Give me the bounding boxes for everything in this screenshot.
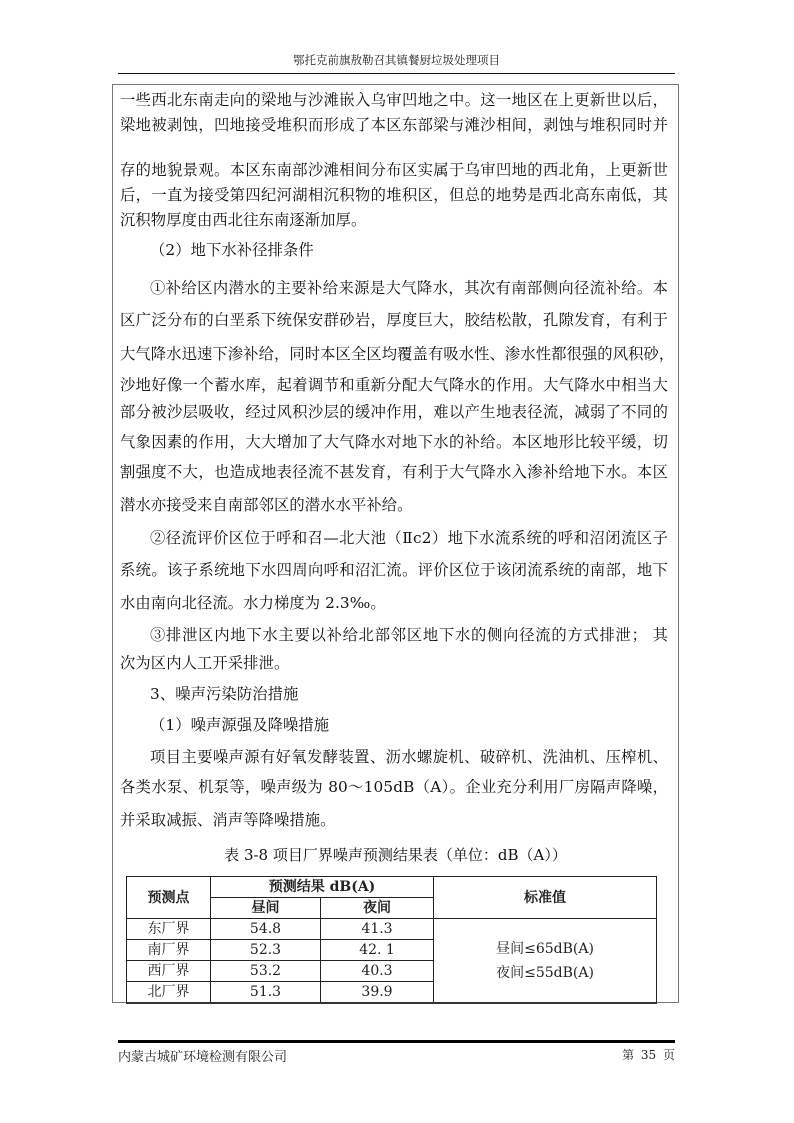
body-line: 潜水亦接受来自南部邻区的潜水水平补给。 <box>120 496 413 514</box>
cell-standard <box>434 919 657 1004</box>
table-caption: 表 3-8 项目厂界噪声预测结果表（单位：dB（A）） <box>224 846 567 864</box>
footer-company: 内蒙古城矿环境检测有限公司 <box>118 1050 288 1065</box>
body-line: 水由南向北径流。水力梯度为 2.3‰。 <box>120 594 386 612</box>
standard-night: 夜间≤55dB(A) <box>496 964 594 981</box>
header-rule <box>118 73 675 74</box>
body-line: 存的地貌景观。本区东南部沙滩相间分布区实属于乌审凹地的西北角，上更新世 <box>120 161 668 179</box>
table-header-row <box>127 877 657 898</box>
body-line: 项目主要噪声源有好氧发酵装置、沥水螺旋机、破碎机、洗油机、压榨机、 <box>150 748 668 766</box>
header-standard-value: 标准值 <box>434 877 657 919</box>
body-line: 系统。该子系统地下水四周向呼和沼汇流。评价区位于该闭流系统的南部，地下 <box>120 561 668 579</box>
standard-day: 昼间≤65dB(A) <box>496 940 594 957</box>
body-line: 次为区内人工开采排泄。 <box>120 654 290 672</box>
body-line: ③排泄区内地下水主要以补给北部邻区地下水的侧向径流的方式排泄； 其 <box>150 626 668 644</box>
section-heading: 3、噪声污染防治措施 <box>150 685 299 703</box>
header-prediction-result: 预测结果 dB(A) <box>211 877 434 898</box>
body-line: 梁地被剥蚀，凹地接受堆积而形成了本区东部梁与滩沙相间，剥蚀与堆积同时并 <box>120 116 668 134</box>
body-line: 各类水泵、机泵等，噪声级为 80～105dB（A）。企业充分利用厂房隔声降噪， <box>120 778 668 796</box>
cell-point: 东厂界 <box>127 919 211 940</box>
body-line: ②径流评价区位于呼和召—北大池（Ⅱc2）地下水流系统的呼和沼闭流区子 <box>150 529 668 547</box>
body-line: 并采取减振、消声等降噪措施。 <box>120 811 336 829</box>
header-daytime: 昼间 <box>211 898 321 919</box>
cell-day: 53.2 <box>211 961 321 982</box>
running-header-title: 鄂托克前旗敖勒召其镇餐厨垃圾处理项目 <box>293 53 500 67</box>
body-line: 割强度不大，也造成地表径流不甚发育，有利于大气降水入渗补给地下水。本区 <box>120 463 668 481</box>
section-subheading: （2）地下水补径排条件 <box>150 241 314 259</box>
cell-night: 41.3 <box>321 919 434 940</box>
body-line: ①补给区内潜水的主要补给来源是大气降水，其次有南部侧向径流补给。本 <box>150 279 668 297</box>
body-line: 区广泛分布的白垩系下统保安群砂岩，厚度巨大，胶结松散，孔隙发育，有利于 <box>120 311 668 329</box>
table-row <box>127 919 657 940</box>
cell-point: 西厂界 <box>127 961 211 982</box>
body-line: 大气降水迅速下渗补给，同时本区全区均覆盖有吸水性、渗水性都很强的风积砂， <box>120 345 675 363</box>
footer-page-number: 第 35 页 <box>622 1048 675 1062</box>
cell-day: 51.3 <box>211 982 321 1004</box>
footer-rule <box>118 1040 675 1043</box>
body-line: 沉积物厚度由西北往东南逐渐加厚。 <box>120 211 367 229</box>
cell-point: 北厂界 <box>127 982 211 1004</box>
cell-night: 42. 1 <box>321 940 434 961</box>
header-nighttime: 夜间 <box>321 898 434 919</box>
cell-night: 39.9 <box>321 982 434 1004</box>
cell-day: 54.8 <box>211 919 321 940</box>
cell-night: 40.3 <box>321 961 434 982</box>
header-prediction-point: 预测点 <box>127 877 211 919</box>
section-subheading: （1）噪声源强及降噪措施 <box>150 716 330 734</box>
body-line: 气象因素的作用，大大增加了大气降水对地下水的补给。本区地形比较平缓，切 <box>120 433 668 451</box>
body-line: 部分被沙层吸收，经过风积沙层的缓冲作用，难以产生地表径流，减弱了不同的 <box>120 403 668 421</box>
body-line: 一些西北东南走向的梁地与沙滩嵌入乌审凹地之中。这一地区在上更新世以后， <box>120 91 668 109</box>
noise-prediction-table <box>126 876 657 1004</box>
body-line: 后，一直为接受第四纪河湖相沉积物的堆积区，但总的地势是西北高东南低，其 <box>120 186 668 204</box>
cell-point: 南厂界 <box>127 940 211 961</box>
body-line: 沙地好像一个蓄水库，起着调节和重新分配大气降水的作用。大气降水中相当大 <box>120 376 668 394</box>
cell-day: 52.3 <box>211 940 321 961</box>
